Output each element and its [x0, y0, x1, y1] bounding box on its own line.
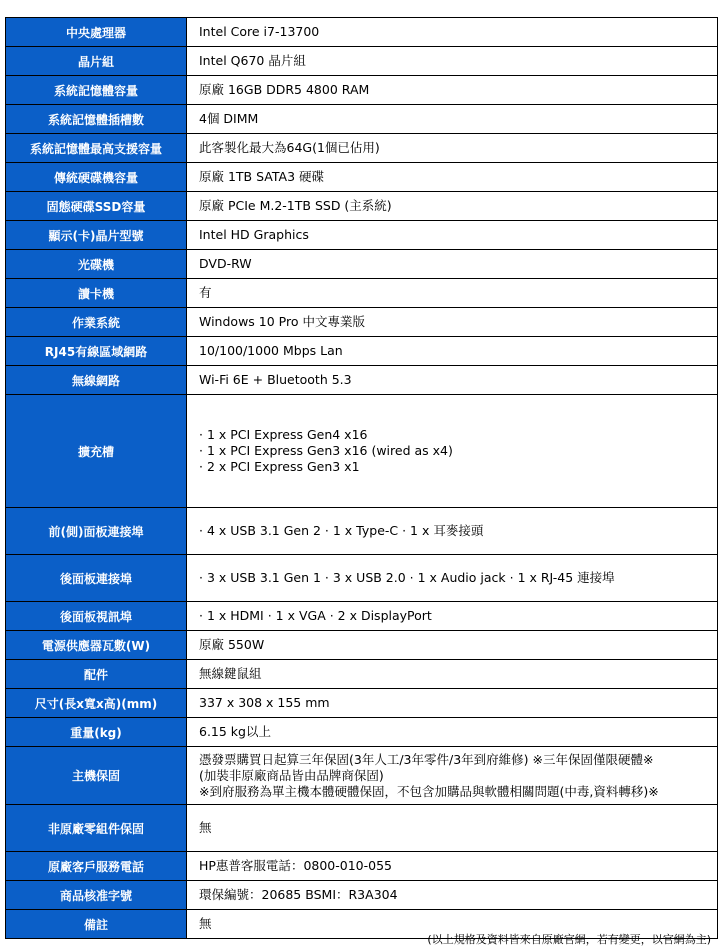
spec-label: 主機保固	[6, 747, 187, 805]
spec-row	[6, 631, 718, 660]
spec-label: 顯示(卡)晶片型號	[6, 221, 187, 250]
spec-row	[6, 881, 718, 910]
spec-row	[6, 747, 718, 805]
spec-value	[187, 134, 718, 163]
spec-value	[187, 718, 718, 747]
spec-value	[187, 221, 718, 250]
spec-value	[187, 555, 718, 602]
spec-row	[6, 689, 718, 718]
spec-value-line: Intel HD Graphics	[199, 227, 309, 242]
spec-value	[187, 631, 718, 660]
spec-value-line: 環保編號：20685 BSMI：R3A304	[199, 887, 398, 902]
spec-value-line: 10/100/1000 Mbps Lan	[199, 343, 343, 358]
spec-label: 非原廠零組件保固	[6, 805, 187, 852]
spec-value	[187, 192, 718, 221]
spec-value-line: 4個 DIMM	[199, 111, 259, 126]
spec-row	[6, 134, 718, 163]
spec-row	[6, 192, 718, 221]
spec-value	[187, 366, 718, 395]
spec-row	[6, 508, 718, 555]
spec-row	[6, 105, 718, 134]
spec-label: 原廠客戶服務電話	[6, 852, 187, 881]
spec-row	[6, 250, 718, 279]
spec-value	[187, 163, 718, 192]
spec-value	[187, 337, 718, 366]
spec-value-line: · 1 x PCI Express Gen3 x16 (wired as x4)	[199, 443, 453, 458]
spec-label: 擴充槽	[6, 395, 187, 508]
spec-label: 前(側)面板連接埠	[6, 508, 187, 555]
spec-value	[187, 881, 718, 910]
spec-value	[187, 47, 718, 76]
spec-row	[6, 47, 718, 76]
spec-label: 配件	[6, 660, 187, 689]
spec-value	[187, 105, 718, 134]
spec-value-line: · 1 x PCI Express Gen4 x16	[199, 427, 368, 442]
spec-label: 後面板連接埠	[6, 555, 187, 602]
spec-value	[187, 852, 718, 881]
spec-value	[187, 76, 718, 105]
spec-value	[187, 689, 718, 718]
spec-row	[6, 395, 718, 508]
spec-value-line: DVD-RW	[199, 256, 252, 271]
spec-label: 系統記憶體容量	[6, 76, 187, 105]
spec-label: 備註	[6, 910, 187, 939]
spec-row	[6, 602, 718, 631]
spec-value-line: 原廠 550W	[199, 637, 265, 652]
spec-row	[6, 18, 718, 47]
spec-label: 重量(kg)	[6, 718, 187, 747]
spec-value-line: ※到府服務為單主機本體硬體保固，不包含加購品與軟體相關問題(中毒,資料轉移)※	[199, 783, 659, 799]
spec-value-line: · 3 x USB 3.1 Gen 1 · 3 x USB 2.0 · 1 x Audio jack · 1 x RJ-45 連接埠	[199, 570, 615, 585]
spec-row	[6, 555, 718, 602]
spec-value	[187, 660, 718, 689]
spec-value-line: 有	[199, 285, 212, 300]
spec-value	[187, 747, 718, 805]
spec-value-line: 憑發票購買日起算三年保固(3年人工/3年零件/3年到府維修) ※三年保固僅限硬體※	[199, 751, 654, 767]
spec-label: 尺寸(長x寬x高)(mm)	[6, 689, 187, 718]
spec-value-line: 原廠 PCIe M.2-1TB SSD (主系統)	[199, 198, 392, 213]
spec-row	[6, 337, 718, 366]
spec-value-line: 無	[199, 820, 212, 835]
spec-value	[187, 508, 718, 555]
spec-value	[187, 602, 718, 631]
spec-row	[6, 279, 718, 308]
spec-value-line: 原廠 1TB SATA3 硬碟	[199, 169, 325, 184]
spec-row	[6, 660, 718, 689]
spec-value-line: 原廠 16GB DDR5 4800 RAM	[199, 82, 370, 97]
spec-value	[187, 395, 718, 508]
spec-label: 讀卡機	[6, 279, 187, 308]
spec-value	[187, 279, 718, 308]
spec-table	[5, 17, 718, 939]
spec-value-line: HP惠普客服電話：0800-010-055	[199, 858, 392, 873]
spec-value-line: 此客製化最大為64G(1個已佔用)	[199, 140, 380, 155]
spec-row	[6, 852, 718, 881]
spec-label: 系統記憶體最高支援容量	[6, 134, 187, 163]
spec-value-line: Windows 10 Pro 中文專業版	[199, 314, 365, 329]
spec-row	[6, 718, 718, 747]
spec-label: 中央處理器	[6, 18, 187, 47]
spec-value-line: · 4 x USB 3.1 Gen 2 · 1 x Type-C · 1 x 耳麥接頭	[199, 523, 484, 538]
spec-row	[6, 805, 718, 852]
spec-row	[6, 76, 718, 105]
footnote: (以上規格及資料皆來自原廠官網，若有變更，以官網為主)	[427, 933, 711, 946]
spec-label: 作業系統	[6, 308, 187, 337]
spec-row	[6, 163, 718, 192]
spec-label: 電源供應器瓦數(W)	[6, 631, 187, 660]
spec-value-line: 6.15 kg以上	[199, 724, 271, 739]
spec-value-line: · 2 x PCI Express Gen3 x1	[199, 459, 360, 474]
spec-value	[187, 805, 718, 852]
spec-label: 系統記憶體插槽數	[6, 105, 187, 134]
spec-row	[6, 308, 718, 337]
spec-row	[6, 221, 718, 250]
spec-value-line: 無	[199, 916, 212, 931]
spec-label: 光碟機	[6, 250, 187, 279]
spec-label: 晶片組	[6, 47, 187, 76]
spec-label: 傳統硬碟機容量	[6, 163, 187, 192]
spec-value-line: (加裝非原廠商品皆由品牌商保固)	[199, 767, 384, 783]
spec-value-line: Intel Q670 晶片組	[199, 53, 306, 68]
spec-value	[187, 250, 718, 279]
spec-label: 商品核准字號	[6, 881, 187, 910]
spec-value	[187, 308, 718, 337]
spec-value	[187, 18, 718, 47]
spec-label: RJ45有線區域網路	[6, 337, 187, 366]
spec-value-line: 無線鍵鼠組	[199, 666, 262, 681]
spec-value-line: Wi-Fi 6E + Bluetooth 5.3	[199, 372, 352, 387]
spec-value-line: · 1 x HDMI · 1 x VGA · 2 x DisplayPort	[199, 608, 432, 623]
spec-label: 無線網路	[6, 366, 187, 395]
spec-value-line: Intel Core i7-13700	[199, 24, 320, 39]
spec-label: 固態硬碟SSD容量	[6, 192, 187, 221]
spec-value-line: 337 x 308 x 155 mm	[199, 695, 330, 710]
spec-row	[6, 366, 718, 395]
spec-label: 後面板視訊埠	[6, 602, 187, 631]
